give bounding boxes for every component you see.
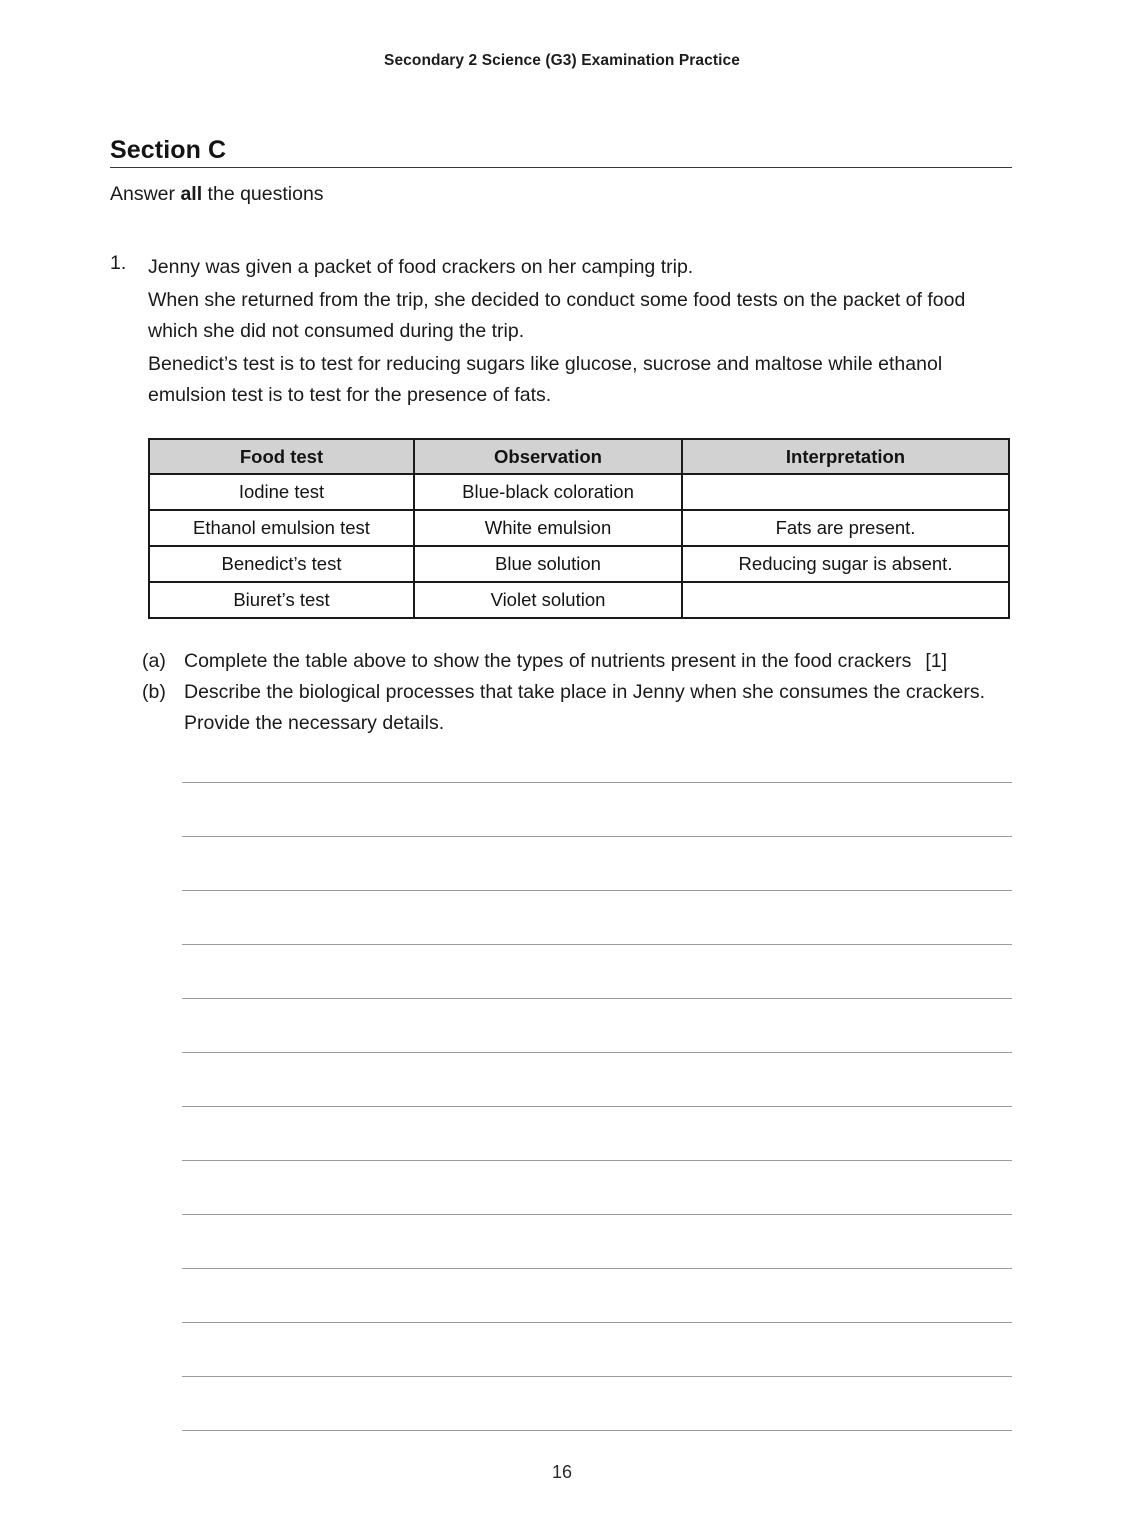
table-header-cell: Food test (149, 439, 414, 474)
answer-line[interactable] (182, 890, 1012, 891)
table-cell-food-test: Benedict’s test (149, 546, 414, 582)
running-header: Secondary 2 Science (G3) Examination Practice (384, 52, 740, 69)
table-header-row (149, 439, 1009, 474)
answer-line[interactable] (182, 998, 1012, 999)
table-row (149, 546, 1009, 582)
question-paragraph: When she returned from the trip, she decided to conduct some food tests on the packet of food which she did not consumed during the trip. (148, 289, 966, 342)
table-cell-interpretation-blank[interactable] (682, 582, 1009, 618)
part-label: (a) (142, 650, 166, 672)
section-heading: Section C (110, 136, 227, 164)
table-cell-observation: Blue solution (414, 546, 682, 582)
table-cell-observation: Blue-black coloration (414, 474, 682, 510)
answer-line[interactable] (182, 1106, 1012, 1107)
part-text-wrapper (184, 646, 1032, 677)
answer-line[interactable] (182, 1322, 1012, 1323)
table-cell-interpretation: Fats are present. (682, 510, 1009, 546)
table-cell-observation: Violet solution (414, 582, 682, 618)
table-cell-food-test: Iodine test (149, 474, 414, 510)
table-header-cell: Observation (414, 439, 682, 474)
instruction-emphasis: all (180, 183, 203, 205)
food-test-table (148, 438, 1010, 619)
question-part-a (142, 646, 1032, 677)
part-label: (b) (142, 681, 166, 703)
table-header-cell: Interpretation (682, 439, 1009, 474)
section-divider (110, 167, 1012, 168)
question-part-b (142, 677, 1032, 739)
question-paragraph: Jenny was given a packet of food crackers on her camping trip. (148, 256, 694, 278)
instruction-prefix: Answer (110, 183, 181, 205)
answer-line[interactable] (182, 1214, 1012, 1215)
question-body (148, 252, 1020, 413)
answer-line[interactable] (182, 1430, 1012, 1431)
answer-line[interactable] (182, 1160, 1012, 1161)
table-cell-interpretation: Reducing sugar is absent. (682, 546, 1009, 582)
instruction-answer-all (110, 183, 324, 206)
answer-line[interactable] (182, 944, 1012, 945)
answer-line[interactable] (182, 836, 1012, 837)
question-number: 1. (110, 252, 127, 274)
answer-line[interactable] (182, 782, 1012, 783)
answer-line[interactable] (182, 1052, 1012, 1053)
part-text: Complete the table above to show the types of nutrients present in the food crackers (184, 650, 912, 672)
page-number: 16 (551, 1462, 573, 1482)
question-parts (142, 646, 1032, 739)
table-cell-interpretation-blank[interactable] (682, 474, 1009, 510)
part-marks: [1] (925, 650, 948, 672)
table-row (149, 510, 1009, 546)
part-text-wrapper (184, 677, 1032, 739)
answer-line[interactable] (182, 1268, 1012, 1269)
instruction-suffix: the questions (202, 183, 324, 205)
table-row (149, 474, 1009, 510)
table-cell-observation: White emulsion (414, 510, 682, 546)
answer-line[interactable] (182, 1376, 1012, 1377)
table-cell-food-test: Ethanol emulsion test (149, 510, 414, 546)
part-text: Describe the biological processes that take place in Jenny when she consumes the crackers. Provide the necessary details. (184, 681, 986, 734)
table-cell-food-test: Biuret’s test (149, 582, 414, 618)
answer-lines-area[interactable] (182, 782, 1012, 1484)
table-row (149, 582, 1009, 618)
question-paragraph: Benedict’s test is to test for reducing sugars like glucose, sucrose and maltose while ethanol emulsion test is to test for the presence of fats. (148, 353, 943, 406)
